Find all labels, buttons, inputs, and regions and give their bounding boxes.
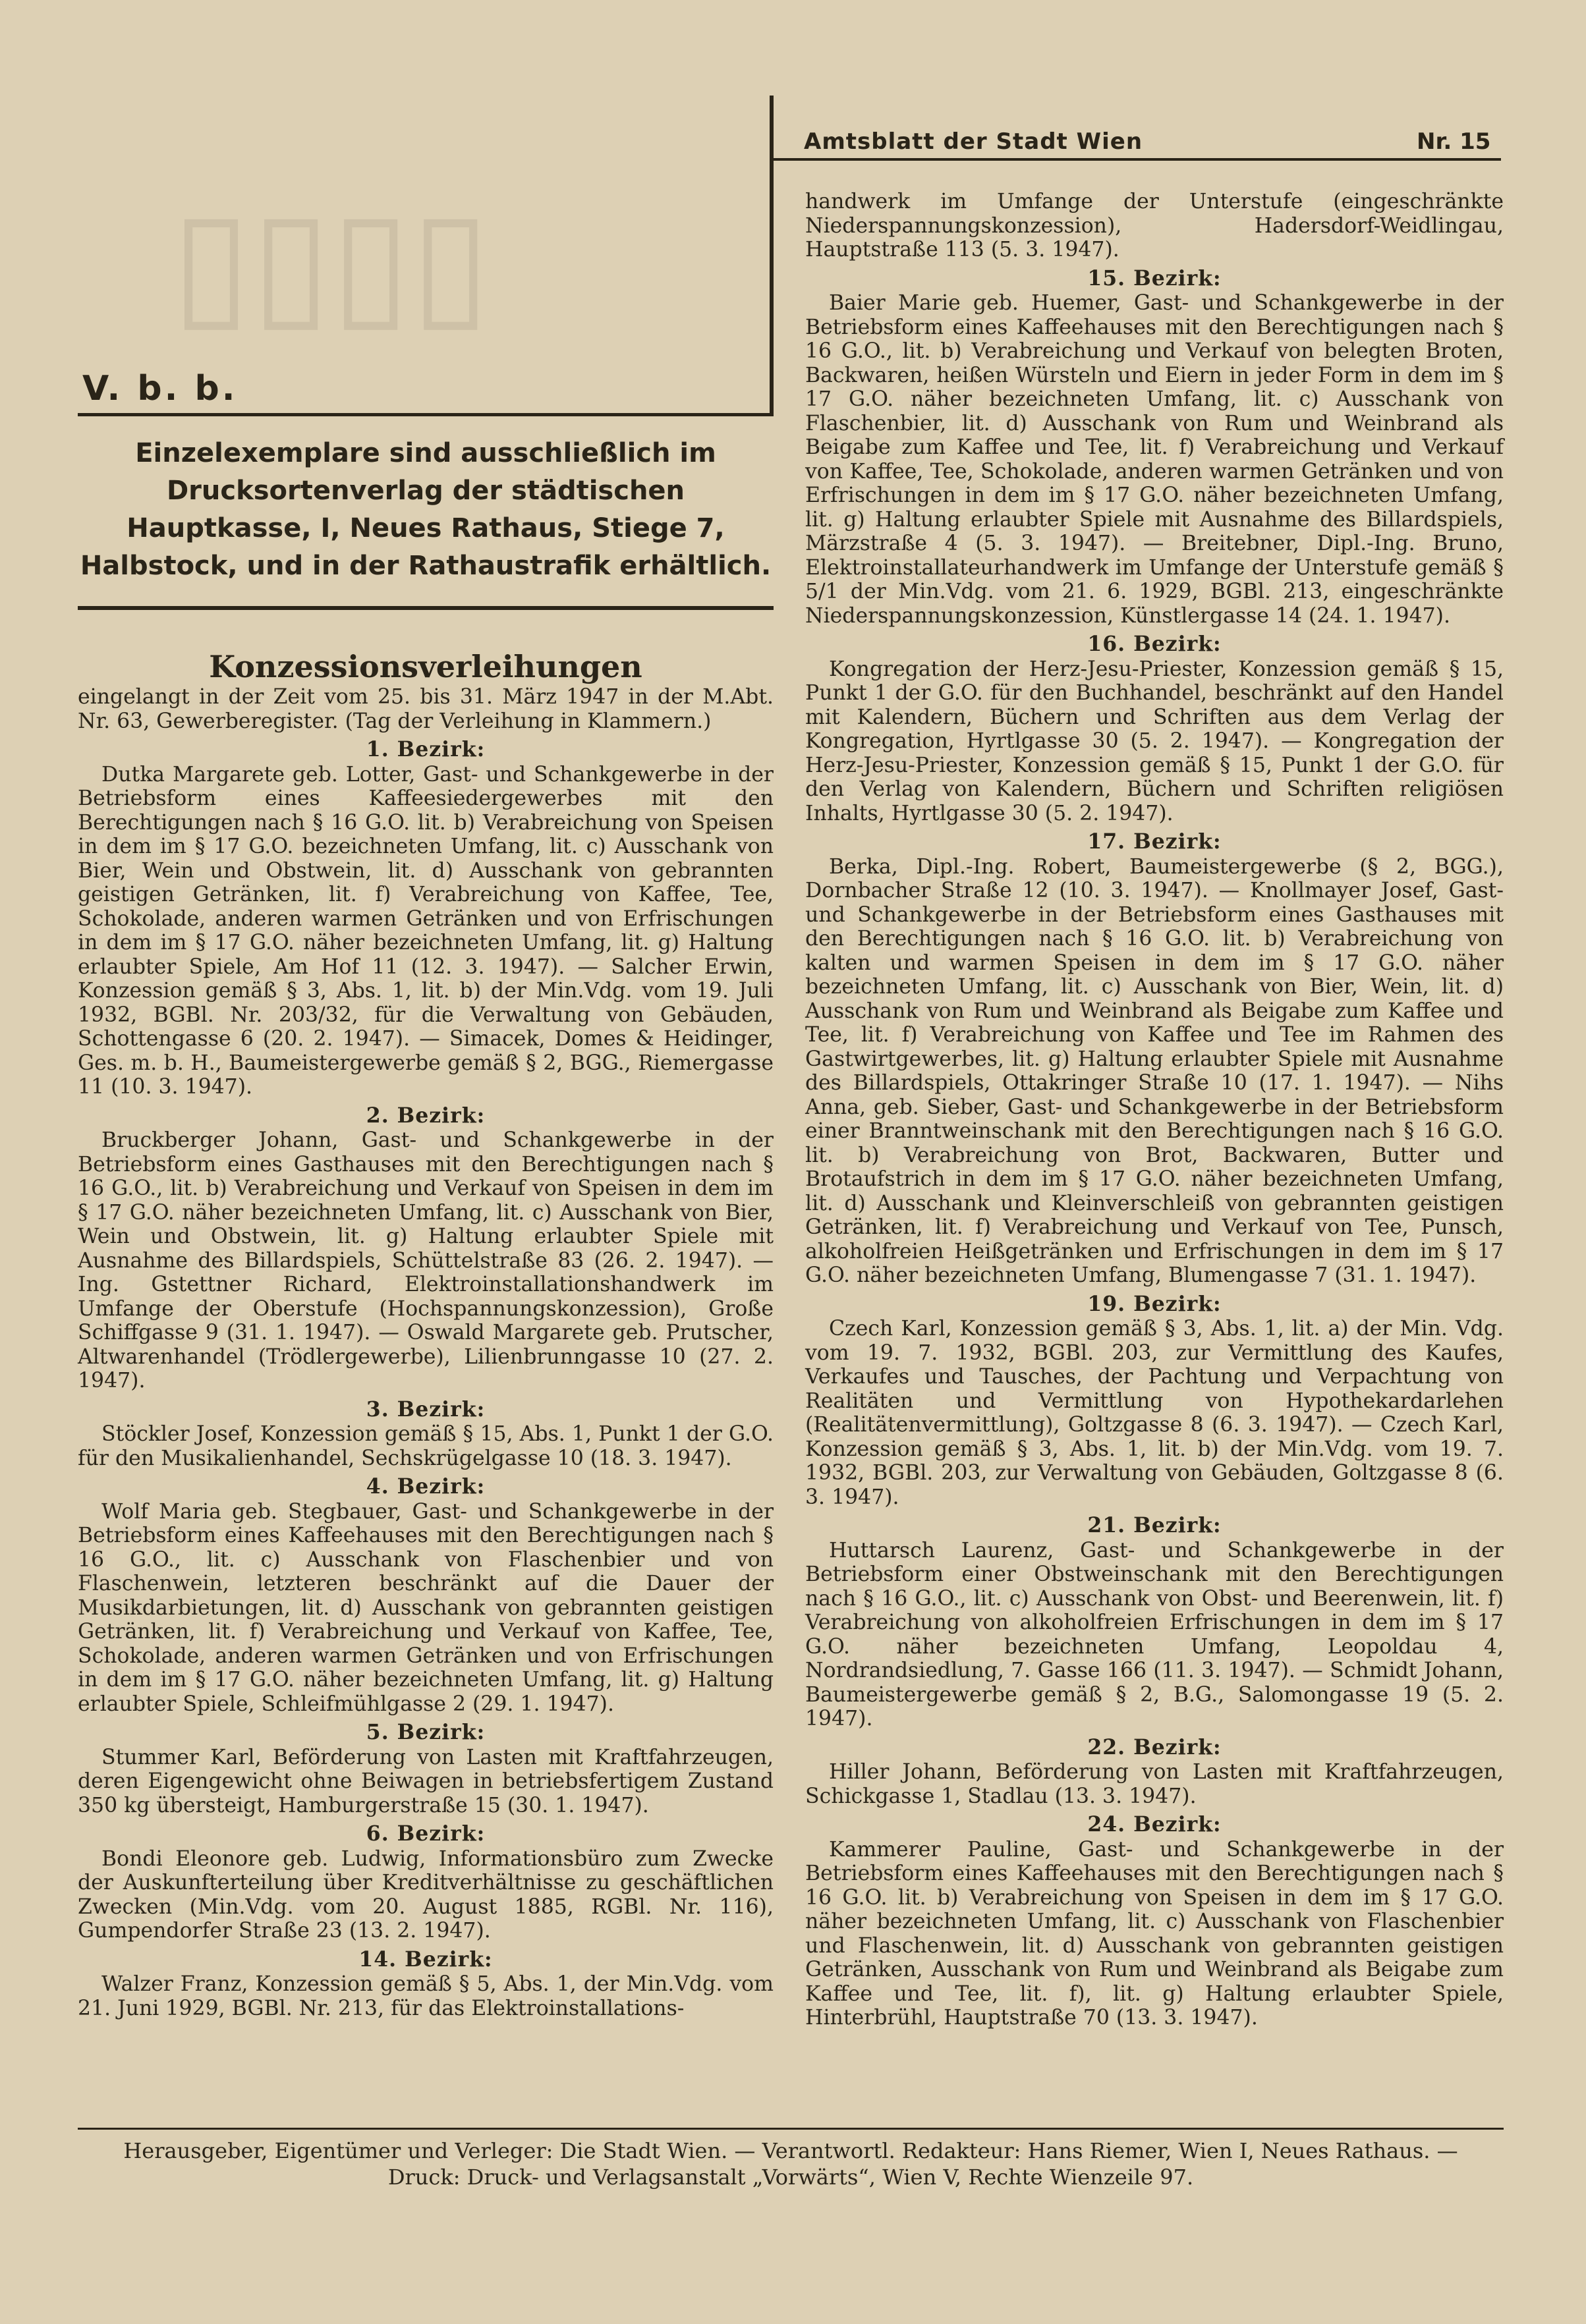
district-entry: Berka, Dipl.-Ing. Robert, Baumeistergewerbe (§ 2, BGG.), Dornbacher Straße 12 (10. 3. 1947). — Knollmayer Josef, Gast- und Schankgewerbe in der Betriebsform eines Gasthauses mit den Berechtigungen nach § 16 G.O. lit. b) Verabreichung von kalten und warmen Speisen in dem im § 17 G.O. näher bezeichneten Umfang, lit. c) Ausschank von Bier, Wein, lit. d) Ausschank von Rum und Weinbrand als Beigabe zum Kaffee und Tee, lit. f) Verabreichung von Kaffee und Tee im Rahmen des Gastwirtgewerbes, lit. g) Haltung erlaubter Spiele mit Ausnahme des Billardspiels, Ottakringer Straße 10 (17. 1. 1947). — Nihs Anna, geb. Sieber, Gast- und Schankgewerbe in der Betriebsform einer Branntweinschank mit den Berechtigungen nach § 16 G.O. lit. b) Verabreichung von Brot, Backwaren, Butter und Brotaufstrich in dem im § 17 G.O. näher bezeichneten Umfang, lit. d) Ausschank und Kleinverschleiß von gebrannten geistigen Getränken, lit. f) Verabreichung und Verkauf von Tee, Punsch, alkoholfreien Heißgetränken und Erfrischungen in dem im § 17 G.O. näher bezeichneten Umfang, Blumengasse 7 (31. 1. 1947). (805, 854, 1504, 1287)
notice-top-rule (78, 413, 774, 416)
district-entry: Huttarsch Laurenz, Gast- und Schankgewerbe in der Betriebsform einer Obstweinschank mit den Berechtigungen nach § 16 G.O., lit. c) Ausschank von Obst- und Beerenwein, lit. f) Verabreichung von alkoholfreien Erfrischungen in dem im § 17 G.O. näher bezeichneten Umfang, Leopoldau 4, Nordrandsiedlung, 7. Gasse 166 (11. 3. 1947). — Schmidt Johann, Baumeistergewerbe gemäß § 2, B.G., Salomongasse 19 (5. 2. 1947). (805, 1538, 1504, 1730)
article-intro: eingelangt in der Zeit vom 25. bis 31. März 1947 in der M.Abt. Nr. 63, Gewerberegister. (Tag der Verleihung in Klammern.) (78, 685, 774, 733)
district-heading: 5. Bezirk: (366, 1720, 486, 1744)
district-heading: 22. Bezirk: (1087, 1734, 1222, 1759)
district-heading: 19. Bezirk: (1087, 1291, 1222, 1316)
district-entry: Bondi Eleonore geb. Ludwig, Informationsbüro zum Zwecke der Auskunfterteilung über Kreditverhältnisse zu geschäftlichen Zwecken (Min.Vdg. vom 20. August 1885, RGBl. Nr. 116), Gumpendorfer Straße 23 (13. 2. 1947). (78, 1846, 774, 1943)
district-entry: Kammerer Pauline, Gast- und Schankgewerbe in der Betriebsform eines Kaffeehauses mit den Berechtigungen nach § 16 G.O. lit. b) Verabreichung von Speisen in dem im § 17 G.O. näher bezeichneten Umfang, lit. c) Ausschank von Flaschenbier und Flaschenwein, lit. d) Ausschank von gebrannten geistigen Getränken, Ausschank von Rum und Weinbrand als Beigabe zum Kaffee und Tee, lit. f), lit. g) Haltung erlaubter Spiele, Hinterbrühl, Hauptstraße 70 (13. 3. 1947). (805, 1837, 1504, 2030)
imprint-line-1: Herausgeber, Eigentümer und Verleger: Die Stadt Wien. — Verantwortl. Redakteur: Hans Riemer, Wien I, Neues Rathaus. — (123, 2138, 1458, 2163)
district-entry: Stöckler Josef, Konzession gemäß § 15, Abs. 1, Punkt 1 der G.O. für den Musikalienhandel, Sechskrügelgasse 10 (18. 3. 1947). (78, 1422, 774, 1470)
district-entry: Hiller Johann, Beförderung von Lasten mit Kraftfahrzeugen, Schickgasse 1, Stadlau (13. 3. 1947). (805, 1760, 1504, 1808)
imprint-line-2: Druck: Druck- und Verlagsanstalt „Vorwärts“, Wien V, Rechte Wienzeile 97. (387, 2165, 1194, 2190)
district-heading: 3. Bezirk: (366, 1397, 486, 1422)
publication-title: Amtsblatt der Stadt Wien (804, 128, 1143, 155)
district-entry: Kongregation der Herz-Jesu-Priester, Konzession gemäß § 15, Punkt 1 der G.O. für den Buchhandel, beschränkt auf den Handel mit Kalendern, Büchern und Schriften aus dem Verlag der Kongregation, Hyrtlgasse 30 (5. 2. 1947). — Kongregation der Herz-Jesu-Priester, Konzession gemäß § 15, Punkt 1 der G.O. für den Verlag von Kalendern, Büchern und Schriften religiösen Inhalts, Hyrtlgasse 30 (5. 2. 1947). (805, 657, 1504, 825)
district-heading: 14. Bezirk: (358, 1947, 493, 1972)
left-column (78, 685, 774, 2020)
district-heading: 6. Bezirk: (366, 1821, 486, 1846)
district-heading: 2. Bezirk: (366, 1103, 486, 1128)
district-heading: 17. Bezirk: (1087, 829, 1222, 854)
district-heading: 15. Bezirk: (1087, 265, 1222, 290)
continued-entry: handwerk im Umfange der Unterstufe (eingeschränkte Niederspannungskonzession), Hadersdorf-Weidlingau, Hauptstraße 113 (5. 3. 1947). (805, 190, 1504, 262)
district-entry: Bruckberger Johann, Gast- und Schankgewerbe in der Betriebsform eines Gasthauses mit den Berechtigungen nach § 16 G.O., lit. b) Verabreichung und Verkauf von Speisen in dem im § 17 G.O. näher bezeichneten Umfang, lit. c) Ausschank von Bier, Wein und Obstwein, lit. g) Haltung erlaubter Spiele mit Ausnahme des Billardspiels, Schüttelstraße 83 (26. 2. 1947). — Ing. Gstettner Richard, Elektroinstallationshandwerk im Umfange der Oberstufe (Hochspannungskonzession), Große Schiffgasse 9 (31. 1. 1947). — Oswald Margarete geb. Prutscher, Altwarenhandel (Trödlergewerbe), Lilienbrunngasse 10 (27. 2. 1947). (78, 1128, 774, 1393)
issue-number: Nr. 15 (1417, 128, 1491, 155)
header-rule (770, 158, 1501, 161)
district-heading: 24. Bezirk: (1087, 1812, 1222, 1837)
district-entry: Walzer Franz, Konzession gemäß § 5, Abs. 1, der Min.Vdg. vom 21. Juni 1929, BGBl. Nr. 213, für das Elektroinstallations- (78, 1972, 774, 2020)
district-entry: Dutka Margarete geb. Lotter, Gast- und Schankgewerbe in der Betriebsform eines Kaffeesiedergewerbes mit den Berechtigungen nach § 16 G.O. lit. b) Verabreichung von Speisen in dem im § 17 G.O. bezeichneten Umfang, lit. c) Ausschank von Bier, Wein und Obstwein, lit. d) Ausschank von gebrannten geistigen Getränken, lit. f) Verabreichung von Kaffee, Tee, Schokolade, anderen warmen Getränken und von Erfrischungen in dem im § 17 G.O. näher bezeichneten Umfang, lit. g) Haltung erlaubter Spiele, Am Hof 11 (12. 3. 1947). — Salcher Erwin, Konzession gemäß § 3, Abs. 1, lit. b) der Min.Vdg. vom 19. Juli 1932, BGBl. Nr. 203/32, für die Verwaltung von Gebäuden, Schottengasse 6 (20. 2. 1947). — Simacek, Domes & Heidinger, Ges. m. b. H., Baumeistergewerbe gemäß § 2, BGG., Riemergasse 11 (10. 3. 1947). (78, 762, 774, 1099)
district-heading: 21. Bezirk: (1087, 1513, 1222, 1537)
faint-bleedthrough-graphic: ▯▯▯▯ (171, 178, 491, 346)
footer-rule (78, 2128, 1504, 2130)
postal-mark-logo: V. b. b. (82, 369, 238, 408)
article-title: Konzessionsverleihungen (209, 649, 642, 684)
header-vertical-rule (770, 96, 774, 415)
sales-notice: Einzelexemplare sind ausschließlich im Drucksortenverlag der städtischen Hauptkasse, I, Neues Rathaus, Stiege 7, Halbstock, und in der Rathaustrafik erhältlich. (80, 438, 772, 581)
right-column (805, 190, 1504, 2030)
district-heading: 4. Bezirk: (366, 1474, 486, 1499)
district-entry: Baier Marie geb. Huemer, Gast- und Schankgewerbe in der Betriebsform eines Kaffeehauses mit den Berechtigungen nach § 16 G.O., lit. b) Verabreichung und Verkauf von belegten Broten, Backwaren, heißen Würsteln und Eiern in jeder Form in dem im § 17 G.O. näher bezeichneten Umfang, lit. c) Ausschank von Flaschenbier, lit. d) Ausschank von Rum und Weinbrand als Beigabe zum Kaffee und Tee, lit. f) Verabreichung und Verkauf von Kaffee, Tee, Schokolade, anderen warmen Getränken und von Erfrischungen in dem im § 17 G.O. näher bezeichneten Umfang, lit. g) Haltung erlaubter Spiele mit Ausnahme des Billardspiels, Märzstraße 4 (5. 3. 1947). — Breitebner, Dipl.-Ing. Bruno, Elektroinstallateurhandwerk im Umfange der Unterstufe gemäß § 5/1 der Min.Vdg. vom 21. 6. 1929, BGBl. 213, eingeschränkte Niederspannungskonzession, Künstlergasse 14 (24. 1. 1947). (805, 291, 1504, 628)
notice-bottom-rule (78, 606, 774, 610)
district-entry: Czech Karl, Konzession gemäß § 3, Abs. 1, lit. a) der Min. Vdg. vom 19. 7. 1932, BGBl. 203, zur Vermittlung des Kaufes, Verkaufes und Tausches, der Pachtung und Verpachtung von Realitäten und Vermittlung von Hypothekardarlehen (Realitätenvermittlung), Goltzgasse 8 (6. 3. 1947). — Czech Karl, Konzession gemäß § 3, Abs. 1, lit. b) der Min.Vdg. vom 19. 7. 1932, BGBl. 203, zur Verwaltung von Gebäuden, Goltzgasse 8 (6. 3. 1947). (805, 1317, 1504, 1509)
district-heading: 1. Bezirk: (366, 737, 486, 761)
district-entry: Wolf Maria geb. Stegbauer, Gast- und Schankgewerbe in der Betriebsform eines Kaffeehauses mit den Berechtigungen nach § 16 G.O., lit. c) Ausschank von Flaschenbier und von Flaschenwein, letzteren beschränkt auf die Dauer der Musikdarbietungen, lit. d) Ausschank von gebrannten geistigen Getränken, lit. f) Verabreichung und Verkauf von Kaffee, Tee, Schokolade, anderen warmen Getränken und von Erfrischungen in dem im § 17 G.O. näher bezeichneten Umfang, lit. g) Haltung erlaubter Spiele, Schleifmühlgasse 2 (29. 1. 1947). (78, 1499, 774, 1716)
district-heading: 16. Bezirk: (1087, 632, 1222, 656)
district-entry: Stummer Karl, Beförderung von Lasten mit Kraftfahrzeugen, deren Eigengewicht ohne Beiwagen in betriebsfertigem Zustand 350 kg übersteigt, Hamburgerstraße 15 (30. 1. 1947). (78, 1745, 774, 1817)
imprint-footer (78, 2138, 1504, 2190)
